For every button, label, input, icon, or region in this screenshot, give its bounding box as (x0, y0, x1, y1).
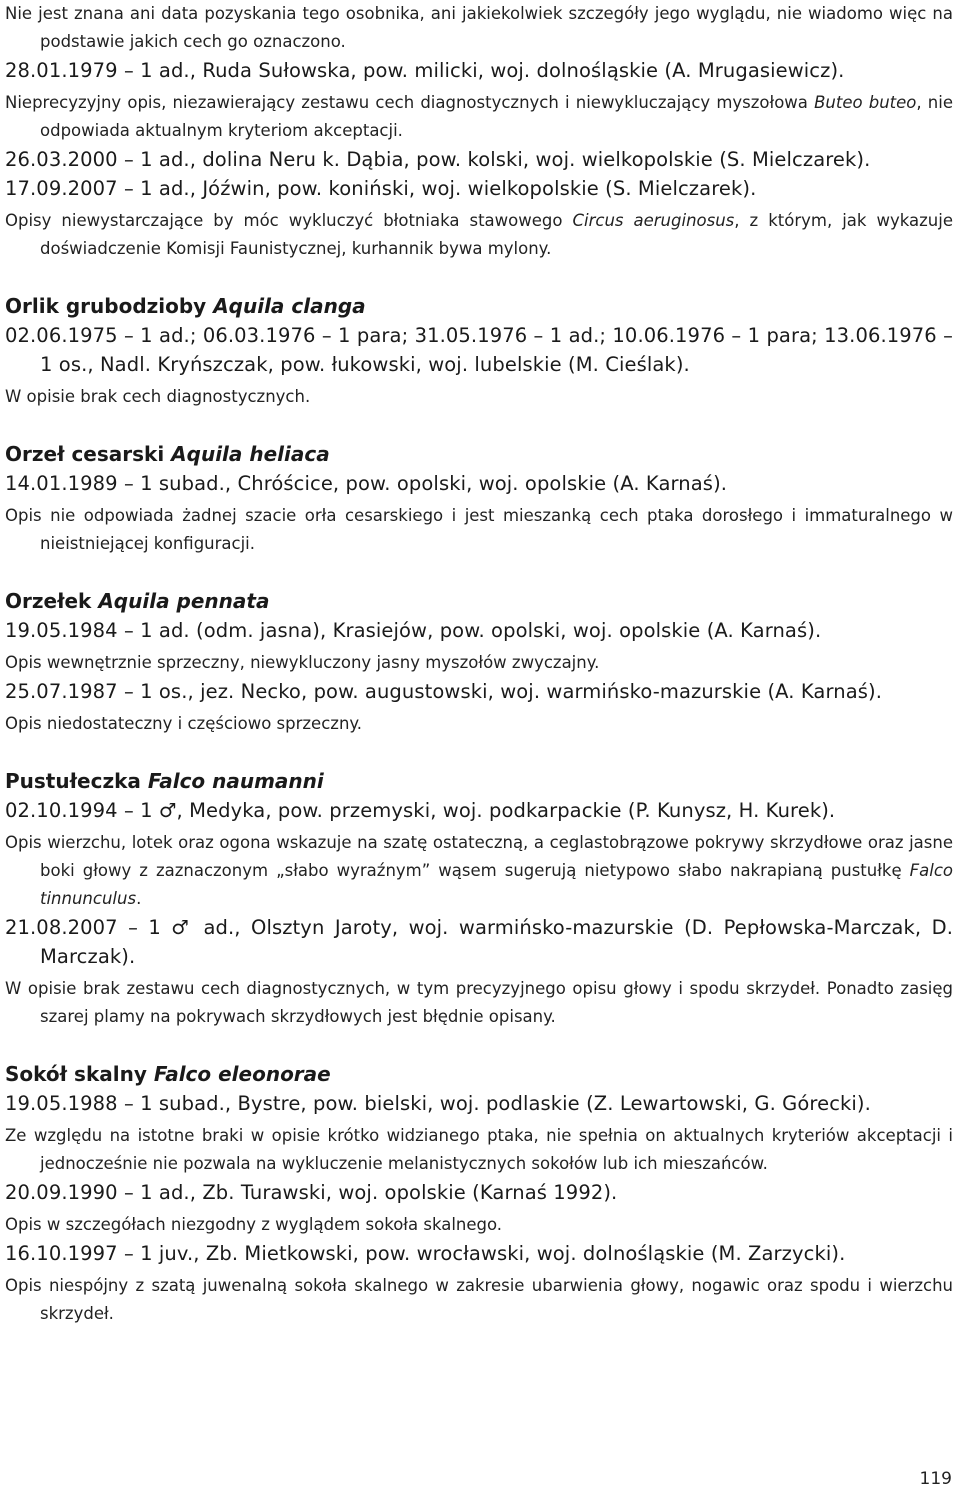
text-span: 14.01.1989 – 1 subad., Chróścice, pow. opolski, woj. opolskie (A. Karnaś). (5, 472, 728, 495)
species-heading (5, 766, 953, 796)
text-span: Orlik grubodzioby (5, 294, 214, 318)
text-span: , nie odpowiada aktualnym kryteriom akceptacji. (40, 93, 953, 140)
record-comment (5, 710, 953, 738)
species-heading (5, 439, 953, 469)
record-comment (5, 1211, 953, 1239)
record-entry (5, 1178, 953, 1207)
text-span: 25.07.1987 – 1 os., jez. Necko, pow. augustowski, woj. warmińsko-mazurskie (A. Karnaś). (5, 680, 883, 703)
text-span: Opis niedostateczny i częściowo sprzeczny. (5, 714, 363, 733)
latin-name: Aquila clanga (213, 294, 366, 318)
record-entry (5, 469, 953, 498)
latin-name: Falco eleonorae (153, 1062, 331, 1086)
text-span: Orzeł cesarski (5, 442, 172, 466)
record-comment (5, 207, 953, 263)
species-heading (5, 1059, 953, 1089)
record-comment (5, 383, 953, 411)
text-span: Ze względu na istotne braki w opisie krótko widzianego ptaka, nie spełnia on aktualnych kryteriów akceptacji i jednocześnie nie pozwala na wykluczenie melanistycznych sokołów lub ich mieszańców. (5, 1126, 953, 1173)
record-entry (5, 677, 953, 706)
text-span: 19.05.1988 – 1 subad., Bystre, pow. bielski, woj. podlaskie (Z. Lewartowski, G. Górecki). (5, 1092, 871, 1115)
record-comment (5, 502, 953, 558)
latin-name: Aquila pennata (98, 589, 270, 613)
latin-name: Buteo buteo (814, 93, 917, 112)
text-span: Opisy niewystarczające by móc wykluczyć błotniaka stawowego (5, 211, 573, 230)
latin-name: Aquila heliaca (171, 442, 330, 466)
record-entry (5, 796, 953, 825)
text-span: Orzełek (5, 589, 99, 613)
record-comment (5, 89, 953, 145)
record-comment (5, 829, 953, 913)
text-span: W opisie brak zestawu cech diagnostycznych, w tym precyzyjnego opisu głowy i spodu skrzydeł. Ponadto zasięg szarej plamy na pokrywach skrzydłowych jest błędnie opisany. (5, 979, 953, 1026)
record-comment (5, 649, 953, 677)
record-entry (5, 56, 953, 85)
text-span: 16.10.1997 – 1 juv., Zb. Mietkowski, pow. wrocławski, woj. dolnośląskie (M. Zarzycki). (5, 1242, 846, 1265)
record-entry (5, 1089, 953, 1118)
text-span: . (136, 889, 142, 908)
text-span: 17.09.2007 – 1 ad., Jóźwin, pow. koniński, woj. wielkopolskie (S. Mielczarek). (5, 177, 757, 200)
record-comment (5, 0, 953, 56)
text-span: 20.09.1990 – 1 ad., Zb. Turawski, woj. opolskie (Karnaś 1992). (5, 1181, 618, 1204)
latin-name: Circus aeruginosus (572, 211, 735, 230)
record-entry (5, 913, 953, 971)
record-comment (5, 1272, 953, 1328)
text-span: 26.03.2000 – 1 ad., dolina Neru k. Dąbia, pow. kolski, woj. wielkopolskie (S. Mielczarek). (5, 148, 871, 171)
record-comment (5, 1122, 953, 1178)
species-heading (5, 586, 953, 616)
text-span: W opisie brak cech diagnostycznych. (5, 387, 311, 406)
text-span: 19.05.1984 – 1 ad. (odm. jasna), Krasiejów, pow. opolski, woj. opolskie (A. Karnaś). (5, 619, 822, 642)
text-span: Opis w szczegółach niezgodny z wyglądem sokoła skalnego. (5, 1215, 503, 1234)
text-span: Opis nie odpowiada żadnej szacie orła cesarskiego i jest mieszanką cech ptaka dorosłego i immaturalnego w nieistniejącej konfiguracji. (5, 506, 953, 553)
text-span: Opis wierzchu, lotek oraz ogona wskazuje na szatę ostateczną, a ceglastobrązowe pokrywy skrzydłowe oraz jasne boki głowy z zaznaczonym „słabo wyraźnym” wąsem sugerują nietypowo słabo nakrapianą pustułkę (5, 833, 953, 880)
text-span: Nieprecyzyjny opis, niezawierający zestawu cech diagnostycznych i niewykluczający myszołowa (5, 93, 815, 112)
text-span: 02.10.1994 – 1 ♂, Medyka, pow. przemyski, woj. podkarpackie (P. Kunysz, H. Kurek). (5, 799, 836, 822)
text-span: 28.01.1979 – 1 ad., Ruda Sułowska, pow. milicki, woj. dolnośląskie (A. Mrugasiewicz). (5, 59, 845, 82)
text-span: Sokół skalny (5, 1062, 154, 1086)
text-span: 21.08.2007 – 1 ♂ ad., Olsztyn Jaroty, woj. warmińsko-mazurskie (D. Pepłowska-Marczak, D. Marczak). (5, 916, 953, 968)
record-entry (5, 145, 953, 174)
page-number: 119 (919, 1469, 952, 1489)
record-entry (5, 1239, 953, 1268)
record-entry (5, 174, 953, 203)
latin-name: Falco tinnunculus (40, 861, 953, 908)
text-span: Opis niespójny z szatą juwenalną sokoła skalnego w zakresie ubarwienia głowy, nogawic oraz spodu i wierzchu skrzydeł. (5, 1276, 953, 1323)
record-entry (5, 616, 953, 645)
record-entry (5, 321, 953, 379)
record-comment (5, 975, 953, 1031)
species-heading (5, 291, 953, 321)
text-span: 02.06.1975 – 1 ad.; 06.03.1976 – 1 para; 31.05.1976 – 1 ad.; 10.06.1976 – 1 para; 13.06.1976 – 1 os., Nadl. Kryńszczak, pow. łukowski, woj. lubelskie (M. Cieślak). (5, 324, 953, 376)
text-span: Pustułeczka (5, 769, 148, 793)
text-span: Opis wewnętrznie sprzeczny, niewykluczony jasny myszołów zwyczajny. (5, 653, 600, 672)
latin-name: Falco naumanni (147, 769, 324, 793)
text-span: Nie jest znana ani data pozyskania tego osobnika, ani jakiekolwiek szczegóły jego wyglądu, nie wiadomo więc na podstawie jakich cech go oznaczono. (5, 4, 953, 51)
text-span: , z którym, jak wykazuje doświadczenie Komisji Faunistycznej, kurhannik bywa mylony. (40, 211, 953, 258)
document-body (5, 0, 953, 1328)
